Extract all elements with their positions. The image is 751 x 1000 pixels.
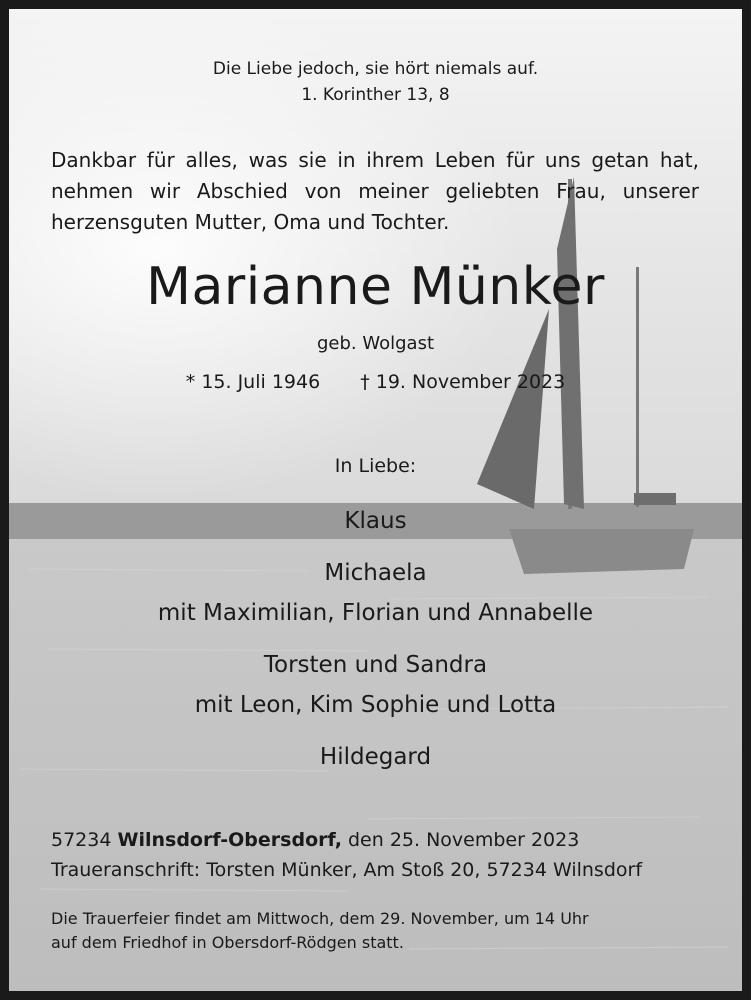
birth-date: * 15. Juli 1946 bbox=[185, 371, 321, 393]
obituary-content bbox=[9, 9, 742, 991]
service-line: auf dem Friedhof in Obersdorf-Rödgen statt. bbox=[51, 933, 404, 952]
deceased-name: Marianne Münker bbox=[146, 257, 605, 317]
place-name: Wilnsdorf-Obersdorf, bbox=[117, 829, 342, 851]
zip-code: 57234 bbox=[51, 829, 112, 851]
mourner-group bbox=[9, 645, 742, 725]
mourner-line: Torsten und Sandra bbox=[263, 652, 488, 678]
mourner-group bbox=[9, 553, 742, 633]
mourner-group bbox=[9, 737, 742, 777]
mourner-line: Michaela bbox=[324, 560, 427, 586]
birth-name: geb. Wolgast bbox=[316, 333, 435, 354]
notice-date: den 25. November 2023 bbox=[348, 829, 580, 851]
verse-reference: 1. Korinther 13, 8 bbox=[301, 85, 450, 105]
service-line: Die Trauerfeier findet am Mittwoch, dem 29. November, um 14 Uhr bbox=[51, 909, 589, 928]
mourning-address: Traueranschrift: Torsten Münker, Am Stoß 20, 57234 Wilnsdorf bbox=[51, 859, 643, 881]
mourner-line: Hildegard bbox=[319, 744, 432, 770]
death-date: † 19. November 2023 bbox=[360, 371, 566, 393]
mourner-line: Klaus bbox=[344, 508, 407, 534]
verse-text: Die Liebe jedoch, sie hört niemals auf. bbox=[212, 59, 539, 79]
place-date-line bbox=[51, 826, 711, 854]
intro-text: Dankbar für alles, was sie in ihrem Leben für uns getan hat, nehmen wir Abschied von meiner geliebten Frau, unserer herzensguten Mutter, Oma und Tochter. bbox=[51, 148, 699, 234]
mourner-line: mit Leon, Kim Sophie und Lotta bbox=[194, 692, 557, 718]
in-love-heading: In Liebe: bbox=[334, 455, 417, 477]
funeral-service-info bbox=[51, 907, 711, 955]
mourner-group bbox=[9, 501, 742, 541]
mourner-line: mit Maximilian, Florian und Annabelle bbox=[157, 600, 594, 626]
life-dates bbox=[9, 368, 742, 396]
mourners-list bbox=[9, 501, 742, 789]
bible-verse bbox=[9, 56, 742, 108]
